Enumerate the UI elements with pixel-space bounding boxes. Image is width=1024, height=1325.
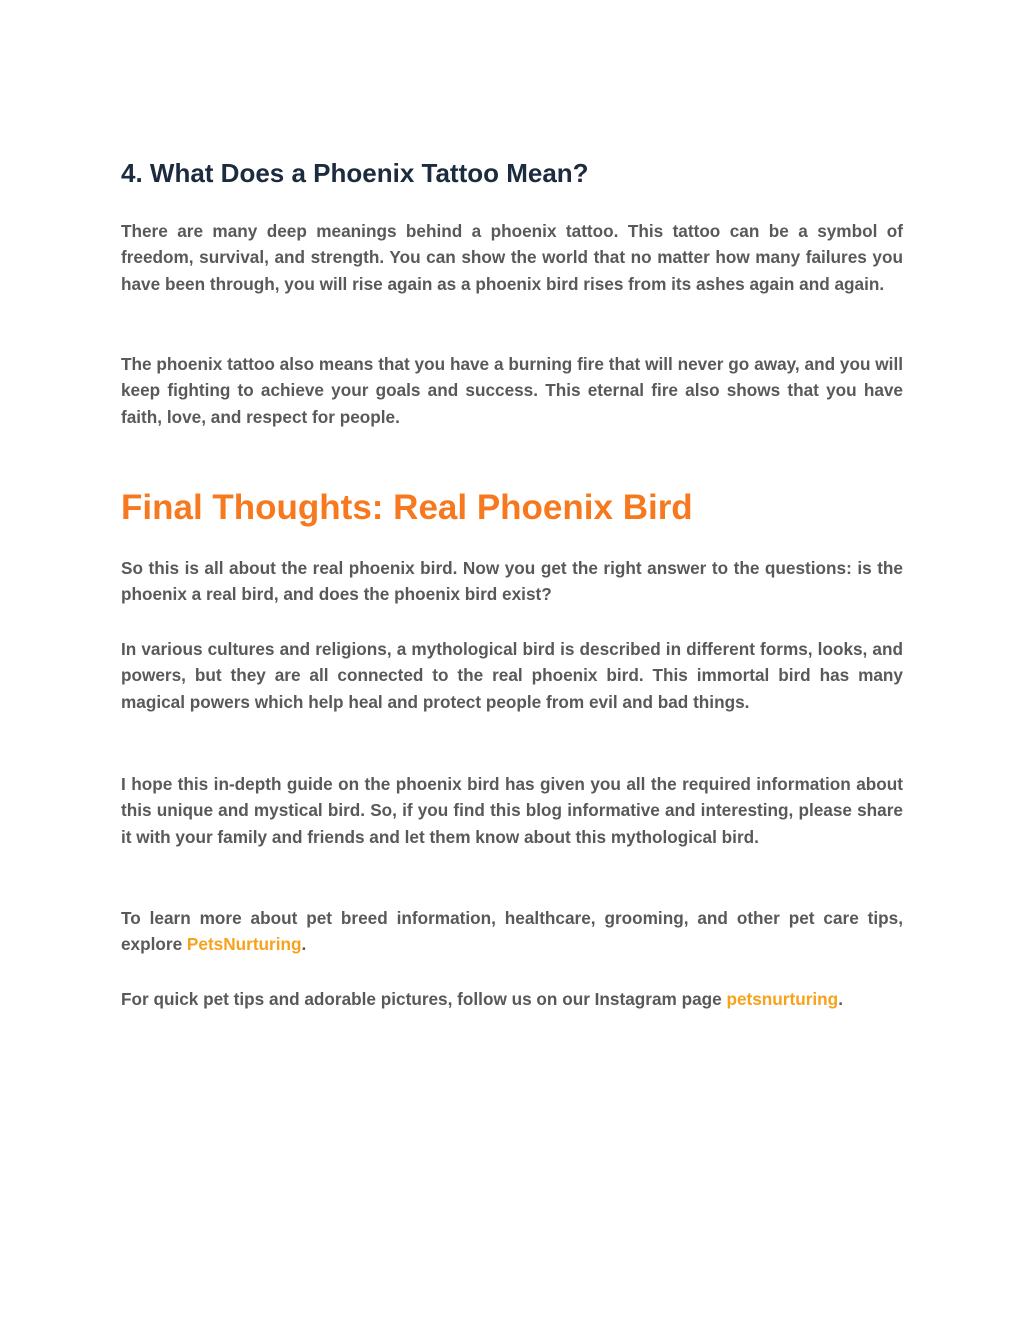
final-paragraph-1: So this is all about the real phoenix bird. Now you get the right answer to the questions: is the phoenix a real bird, and does the phoenix bird exist? — [121, 558, 903, 605]
petsnurturing-website-link[interactable]: PetsNurturing — [186, 934, 302, 955]
learn-more-suffix: . — [301, 934, 307, 955]
tattoo-section-heading: 4. What Does a Phoenix Tattoo Mean? — [121, 158, 589, 188]
instagram-paragraph — [121, 986, 903, 1012]
final-thoughts-heading: Final Thoughts: Real Phoenix Bird — [121, 488, 693, 527]
final-paragraph-2: In various cultures and religions, a mythological bird is described in different forms, looks, and powers, but they are all connected to the real phoenix bird. This immortal bird has many magical powers which help heal and protect people from evil and bad things. — [121, 639, 903, 712]
instagram-text: For quick pet tips and adorable pictures, follow us on our Instagram page — [121, 989, 727, 1009]
final-paragraph-3: I hope this in-depth guide on the phoenix bird has given you all the required information about this unique and mystical bird. So, if you find this blog informative and interesting, please share it with your family and friends and let them know about this mythological bird. — [121, 774, 903, 847]
instagram-page-link[interactable]: petsnurturing — [726, 989, 839, 1009]
learn-more-text: To learn more about pet breed information, healthcare, grooming, and other pet care tips, explore — [121, 908, 903, 955]
tattoo-paragraph-1: There are many deep meanings behind a phoenix tattoo. This tattoo can be a symbol of freedom, survival, and strength. You can show the world that no matter how many failures you have been through, you will rise again as a phoenix bird rises from its ashes again and again. — [121, 221, 903, 294]
learn-more-paragraph — [121, 905, 903, 958]
instagram-suffix: . — [838, 989, 843, 1009]
tattoo-paragraph-2: The phoenix tattoo also means that you have a burning fire that will never go away, and you will keep fighting to achieve your goals and success. This eternal fire also shows that you have faith, love, and respect for people. — [121, 354, 903, 427]
